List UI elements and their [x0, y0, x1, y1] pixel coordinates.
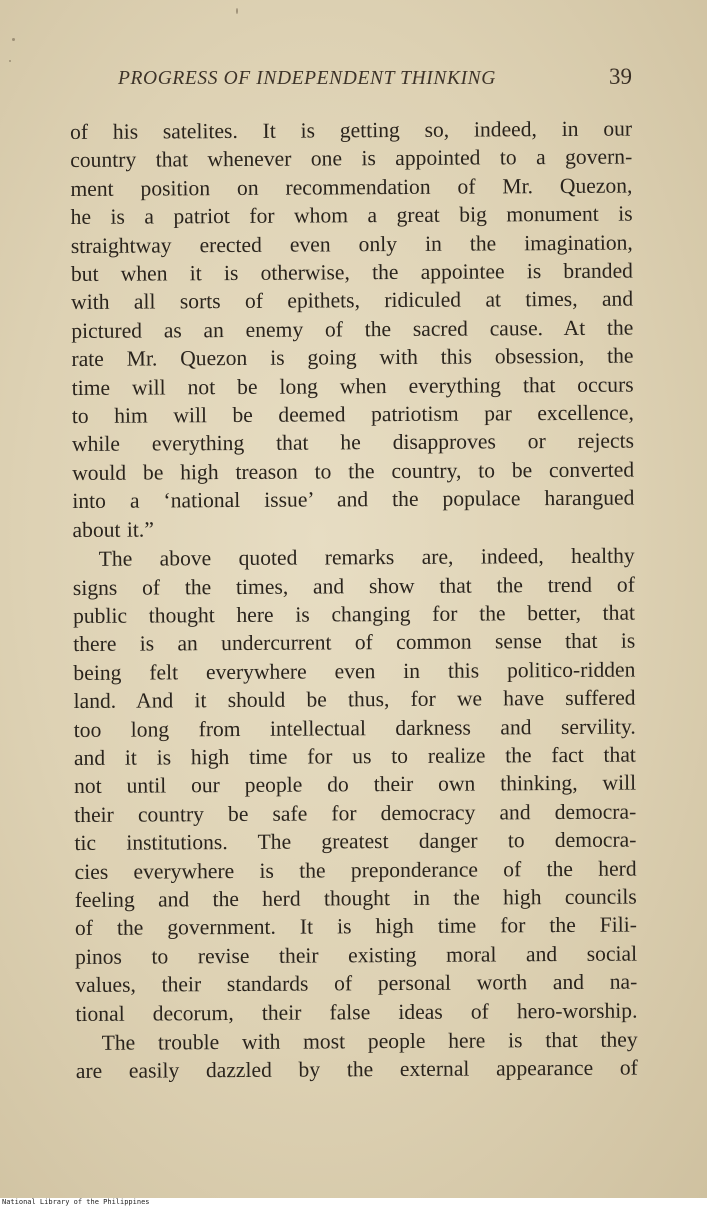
text-line: are easily dazzled by the external appearance of: [75, 1055, 638, 1084]
text-line: ment position on recommendation of Mr. Quezon,: [70, 173, 633, 201]
text-line: too long from intellectual darkness and servility.: [73, 714, 636, 742]
text-line: with all sorts of epithets, ridiculed at times, and: [71, 287, 634, 315]
text-line: tional decorum, their false ideas of hero-worship.: [75, 998, 638, 1026]
page-header: [118, 64, 632, 98]
text-line: values, their standards of personal worth and na-: [75, 969, 638, 998]
text-line: feeling and the herd thought in the high councils: [74, 884, 637, 912]
text-line: about it.”: [72, 517, 154, 542]
paper-speck: [236, 8, 238, 14]
paragraph: [70, 115, 635, 545]
text-line: not until our people do their own thinking, will: [74, 770, 637, 799]
paragraph: [73, 542, 638, 1028]
text-line: The above quoted remarks are, indeed, healthy: [98, 543, 635, 571]
text-line: but when it is otherwise, the appointee is branded: [70, 258, 634, 287]
paragraph: [76, 1026, 638, 1086]
text-line: into a ‘national issue’ and the populace harangued: [72, 485, 635, 514]
text-line: pinos to revise their existing moral and social: [75, 941, 638, 969]
text-line: land. And it should be thus, for we have suffered: [73, 685, 636, 714]
text-line: rate Mr. Quezon is going with this obsession, the: [71, 343, 634, 372]
text-line: straightway erected even only in the imagination,: [70, 230, 633, 258]
text-line: their country be safe for democracy and democra-: [74, 799, 637, 827]
text-line: signs of the times, and show that the trend of: [72, 572, 635, 600]
text-line: while everything that he disapproves or rejects: [71, 429, 635, 457]
text-line: would be high treason to the country, to be converted: [72, 457, 635, 485]
running-head: PROGRESS OF INDEPENDENT THINKING: [118, 68, 496, 89]
text-line: there is an undercurrent of common sense that is: [73, 628, 636, 657]
text-line: country that whenever one is appointed to a govern-: [70, 144, 633, 173]
scan-footer: [0, 1198, 707, 1208]
text-line: time will not be long when everything that occurs: [71, 372, 634, 400]
text-line: of the government. It is high time for the Fili-: [74, 912, 638, 941]
body-text: [70, 115, 638, 1086]
text-line: The trouble with most people here is that they: [101, 1027, 638, 1055]
page-number: 39: [609, 64, 632, 89]
text-line: to him will be deemed patriotism par excellence,: [71, 400, 634, 429]
text-line: he is a patriot for whom a great big monument is: [70, 201, 633, 230]
library-credit: National Library of the Philippines: [2, 1198, 150, 1206]
text-line: of his satelites. It is getting so, indeed, in our: [70, 116, 633, 144]
paper-speck: [9, 60, 11, 62]
paper-speck: [12, 38, 15, 41]
text-line: tic institutions. The greatest danger to democra-: [74, 827, 637, 856]
text-line: public thought here is changing for the better, that: [72, 600, 636, 628]
text-line: and it is high time for us to realize the fact that: [73, 742, 636, 770]
text-line: being felt everywhere even in this politico-ridden: [73, 657, 636, 685]
text-line: cies everywhere is the preponderance of the herd: [74, 856, 637, 884]
text-line: pictured as an enemy of the sacred cause. At the: [71, 315, 634, 343]
